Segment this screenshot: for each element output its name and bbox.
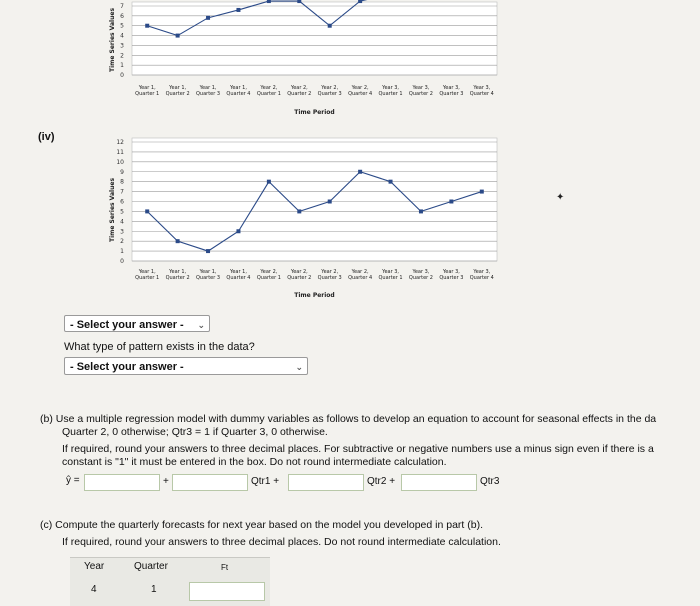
y-tick-label: 12 [116,139,124,146]
data-point [267,0,271,3]
part-iv-label: (iv) [38,131,55,143]
col-year: Year [84,561,105,572]
x-category-label: Quarter 4 [226,91,251,97]
top-line-chart [0,0,700,125]
pattern-question: What type of pattern exists in the data? [64,341,255,353]
yhat-label: ŷ = [66,475,80,486]
chevron-down-icon: ⌄ [295,362,303,372]
y-axis-label: Time Series Values [109,177,116,243]
x-category-label: Quarter 1 [135,275,160,281]
constant-input[interactable] [84,474,160,491]
x-category-label: Quarter 4 [348,275,373,281]
chart-iv [0,130,700,305]
x-category-label: Quarter 2 [287,91,312,97]
chart-answer-select-label: - Select your answer - [70,319,184,331]
part-c-line1: (c) Compute the quarterly forecasts for next year based on the model you developed in part (b). [40,519,483,531]
data-point [206,16,210,20]
x-category-label: Quarter 2 [165,91,190,97]
x-category-label: Year 3, [442,269,460,275]
x-category-label: Quarter 4 [226,275,251,281]
chart-answer-select[interactable] [64,315,210,332]
x-category-label: Quarter 2 [165,275,190,281]
qtr1-label: Qtr1 + [251,476,280,487]
x-category-label: Year 3, [473,269,491,275]
y-tick-label: 0 [120,72,124,79]
x-category-label: Quarter 4 [348,91,373,97]
x-category-label: Year 3, [442,85,460,91]
x-category-label: Year 3, [412,85,430,91]
part-c-line2: If required, round your answers to three decimal places. Do not round intermediate calculation. [62,536,501,548]
y-tick-label: 2 [120,52,124,60]
x-category-label: Year 3, [473,85,491,91]
x-category-label: Year 2, [351,269,369,275]
x-category-label: Year 3, [382,85,400,91]
y-tick-label: 5 [120,208,124,216]
x-category-label: Year 2, [321,85,339,91]
row-quarter: 1 [151,584,157,595]
x-category-label: Year 2, [321,269,339,275]
forecast-input-q1[interactable] [189,582,265,601]
y-tick-label: 5 [120,22,124,30]
x-category-label: Quarter 1 [135,91,160,97]
part-b-line3: If required, round your answers to three decimal places. For subtractive or negative numbers use a minus sign even if there is a [62,443,654,455]
x-category-label: Year 2, [290,85,308,91]
x-category-label: Year 1, [169,269,187,275]
data-point [328,200,332,204]
x-category-label: Year 2, [260,269,278,275]
data-point [480,190,484,194]
x-category-label: Quarter 2 [408,91,434,97]
x-category-label: Year 1, [169,85,187,91]
x-category-label: Quarter 1 [378,91,403,97]
y-tick-label: 10 [116,158,124,166]
y-tick-label: 8 [120,178,124,186]
data-point [206,249,210,253]
data-point [358,170,362,174]
x-category-label: Year 1, [229,85,247,91]
y-tick-label: 9 [120,168,124,176]
data-point [419,209,423,213]
x-category-label: Quarter 3 [195,91,221,97]
x-category-label: Quarter 3 [195,275,221,281]
y-tick-label: 3 [120,228,124,236]
x-axis-label: Time Period [294,109,335,116]
x-axis-label: Time Period [294,292,335,299]
chart-top [0,0,700,125]
data-point [145,24,149,28]
data-point [449,200,453,204]
qtr2-coef-input[interactable] [288,474,364,491]
col-ft: Ft [221,563,229,572]
pattern-select[interactable] [64,357,308,375]
y-tick-label: 2 [120,238,124,246]
y-tick-label: 11 [116,148,124,156]
row-year: 4 [91,584,97,595]
x-category-label: Quarter 1 [256,91,281,97]
part-b-line1: (b) Use a multiple regression model with dummy variables as follows to develop an equation to account for seasonal effects in the da [40,413,657,425]
x-category-label: Year 2, [351,85,369,91]
x-category-label: Quarter 3 [317,91,342,97]
y-tick-label: 4 [120,218,124,226]
x-category-label: Year 1, [138,85,156,91]
data-point [267,180,271,184]
chevron-down-icon: ⌄ [197,320,205,330]
y-tick-label: 1 [120,62,124,70]
data-point [389,180,393,184]
data-point [297,209,301,213]
pattern-select-label: - Select your answer - [70,361,184,373]
y-axis-label: Time Series Values [109,7,116,73]
x-category-label: Quarter 1 [256,275,281,281]
qtr1-coef-input[interactable] [172,474,248,491]
x-category-label: Quarter 3 [439,91,464,97]
data-point [328,24,332,28]
plus-label: + [163,476,169,487]
y-tick-label: 7 [120,3,124,10]
y-tick-label: 7 [120,188,124,196]
x-category-label: Year 1, [199,85,217,91]
data-point [176,34,180,38]
x-category-label: Year 2, [290,269,308,275]
data-point [236,8,240,12]
cursor-icon: ✦ [556,192,565,203]
x-category-label: Quarter 3 [439,275,464,281]
data-point [236,229,240,233]
x-category-label: Year 3, [382,269,400,275]
y-tick-label: 3 [120,42,124,50]
x-category-label: Year 2, [260,85,278,91]
qtr2-label: Qtr2 + [367,476,396,487]
data-point [297,0,301,3]
part-b-line2: Quarter 2, 0 otherwise; Qtr3 = 1 if Quarter 3, 0 otherwise. [62,426,328,438]
y-tick-label: 0 [120,258,124,265]
qtr3-coef-input[interactable] [401,474,477,491]
x-category-label: Year 3, [412,269,430,275]
y-tick-label: 1 [120,248,124,256]
part-b-line4: constant is "1" it must be entered in the box. Do not round intermediate calculation. [62,456,447,468]
qtr3-label: Qtr3 [480,476,500,487]
y-tick-label: 6 [120,12,124,20]
y-tick-label: 4 [120,32,124,40]
x-category-label: Quarter 2 [287,275,312,281]
data-point [145,209,149,213]
x-category-label: Quarter 1 [378,275,403,281]
data-point [358,0,362,3]
x-category-label: Year 1, [229,269,247,275]
x-category-label: Quarter 4 [469,91,494,97]
x-category-label: Year 1, [199,269,217,275]
x-category-label: Quarter 3 [317,275,342,281]
x-category-label: Quarter 2 [408,275,434,281]
iv-line-chart [0,130,700,305]
col-quarter: Quarter [134,561,168,572]
x-category-label: Year 1, [138,269,156,275]
data-point [176,239,180,243]
plot-area [132,138,497,261]
y-tick-label: 6 [120,198,124,206]
x-category-label: Quarter 4 [469,275,494,281]
